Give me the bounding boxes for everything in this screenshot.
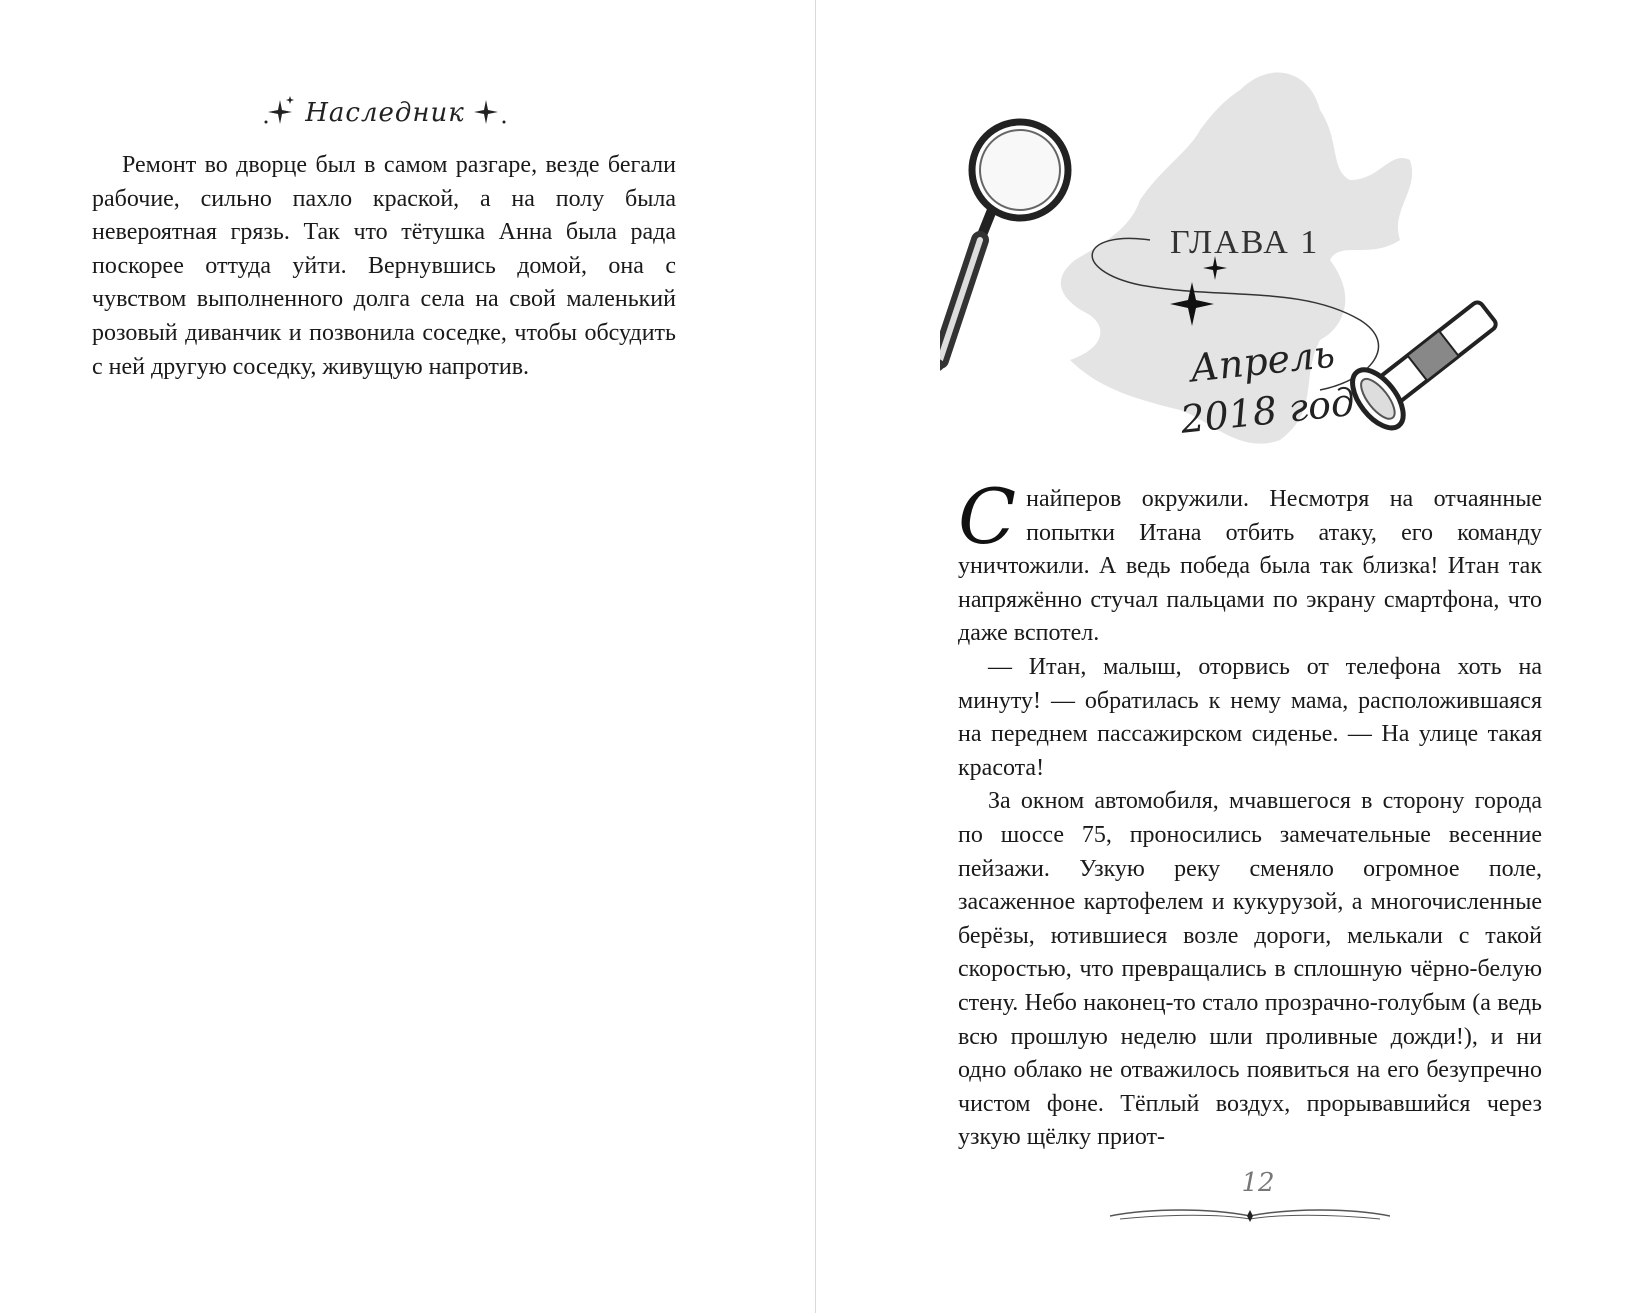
chapter-date: Апрель 2018 год (1178, 331, 1357, 442)
footer-ornament-icon (1110, 1200, 1390, 1230)
running-head (260, 92, 510, 138)
gutter-line (815, 0, 816, 1313)
first-paragraph (958, 472, 1542, 651)
paragraph: — Итан, малыш, оторвись от телефона хоть на минуту! — обратилась к нему мама, расположившаяся на переднем пассажирском сиденье. — На улице такая красота! (958, 653, 1542, 781)
sparkle-right-icon (470, 92, 510, 132)
drop-cap: С (958, 472, 1017, 561)
magnifier-icon (940, 122, 1068, 371)
paragraph: За окном автомобиля, мчавшегося в сторону города по шоссе 75, проносились замечательные весенние пейзажи. Узкую реку сменяло огромное поле, засаженное картофелем и кукурузой, а многочисленные берёзы, ютившиеся возле дороги, мелькали с такой скоростью, что превращались в сплошную чёрно-белую стену. Небо наконец-то стало прозрачно-голубым (а ведь всю прошлую неделю шли проливные дожди!), и ни одно облако не отважилось появиться на его безупречно чистом фоне. Тёплый воздух, прорывавшийся через узкую щёлку приот- (958, 788, 1542, 1151)
right-page-body (958, 472, 1542, 1155)
paragraph: Ремонт во дворце был в самом разгаре, везде бегали рабочие, сильно пахло краской, а на полу была невероятная грязь. Так что тётушка Анна была рада поскорее оттуда уйти. Вернувшись домой, она с чувством выполненного долга села на свой маленький розовый диванчик и позвонила соседке, чтобы обсудить с ней другую соседку, живущую напротив. (92, 152, 676, 380)
running-head-title: Наследник (305, 98, 465, 128)
first-paragraph-text: найперов окружили. Несмотря на отчаянные попытки Итана отбить атаку, его команду уничтожили. А ведь победа была так близка! Итан так напряжённо стучал пальцами по экрану смартфона, что даже вспотел. (958, 486, 1542, 647)
left-page-body (92, 149, 676, 384)
chapter-title: ГЛАВА 1 (1170, 224, 1320, 261)
page-number: 12 (1241, 1168, 1275, 1198)
